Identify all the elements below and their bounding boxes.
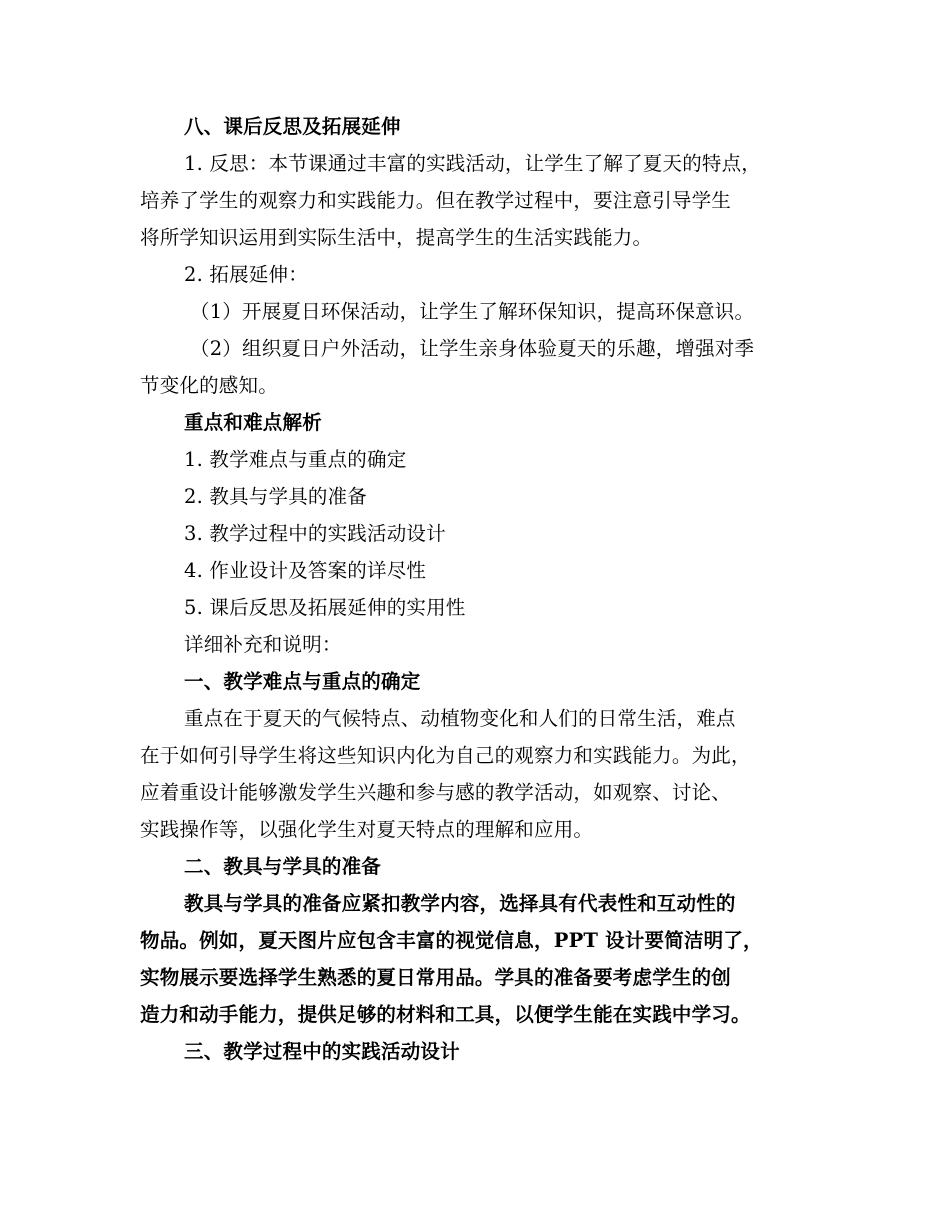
section-heading: 一、教学难点与重点的确定 bbox=[184, 670, 421, 693]
paragraph-line: 1. 反思：本节课通过丰富的实践活动，让学生了解了夏天的特点， bbox=[184, 152, 762, 175]
section-heading: 重点和难点解析 bbox=[184, 411, 322, 434]
list-item: 2. 教具与学具的准备 bbox=[184, 485, 368, 508]
paragraph-line: 造力和动手能力，提供足够的材料和工具，以便学生能在实践中学习。 bbox=[140, 1003, 751, 1026]
paragraph-line: 应着重设计能够激发学生兴趣和参与感的教学活动，如观察、讨论、 bbox=[140, 781, 732, 804]
paragraph-line: 教具与学具的准备应紧扣教学内容，选择具有代表性和互动性的 bbox=[184, 892, 736, 915]
paragraph-line: 2. 拓展延伸： bbox=[184, 263, 308, 286]
section-heading: 八、课后反思及拓展延伸 bbox=[184, 115, 401, 138]
paragraph-line: （2）组织夏日户外活动，让学生亲身体验夏天的乐趣，增强对季 bbox=[190, 337, 755, 360]
section-heading: 三、教学过程中的实践活动设计 bbox=[184, 1040, 460, 1063]
paragraph-line: 详细补充和说明： bbox=[184, 633, 342, 656]
paragraph-line: 在于如何引导学生将这些知识内化为自己的观察力和实践能力。为此， bbox=[140, 744, 751, 767]
paragraph-line: 培养了学生的观察力和实践能力。但在教学过程中，要注意引导学生 bbox=[140, 189, 732, 212]
paragraph-line: 节变化的感知。 bbox=[140, 374, 278, 397]
list-item: 1. 教学难点与重点的确定 bbox=[184, 448, 407, 471]
paragraph-line: 实物展示要选择学生熟悉的夏日常用品。学具的准备要考虑学生的创 bbox=[140, 966, 732, 989]
section-heading: 二、教具与学具的准备 bbox=[184, 855, 382, 878]
paragraph-line: 将所学知识运用到实际生活中，提高学生的生活实践能力。 bbox=[140, 226, 653, 249]
paragraph-line: （1）开展夏日环保活动，让学生了解环保知识，提高环保意识。 bbox=[190, 300, 755, 323]
paragraph-line: 物品。例如，夏天图片应包含丰富的视觉信息，PPT 设计要简洁明了， bbox=[140, 929, 763, 952]
list-item: 4. 作业设计及答案的详尽性 bbox=[184, 559, 427, 582]
paragraph-line: 重点在于夏天的气候特点、动植物变化和人们的日常生活，难点 bbox=[184, 707, 736, 730]
list-item: 5. 课后反思及拓展延伸的实用性 bbox=[184, 596, 466, 619]
list-item: 3. 教学过程中的实践活动设计 bbox=[184, 522, 446, 545]
paragraph-line: 实践操作等，以强化学生对夏天特点的理解和应用。 bbox=[140, 818, 594, 841]
